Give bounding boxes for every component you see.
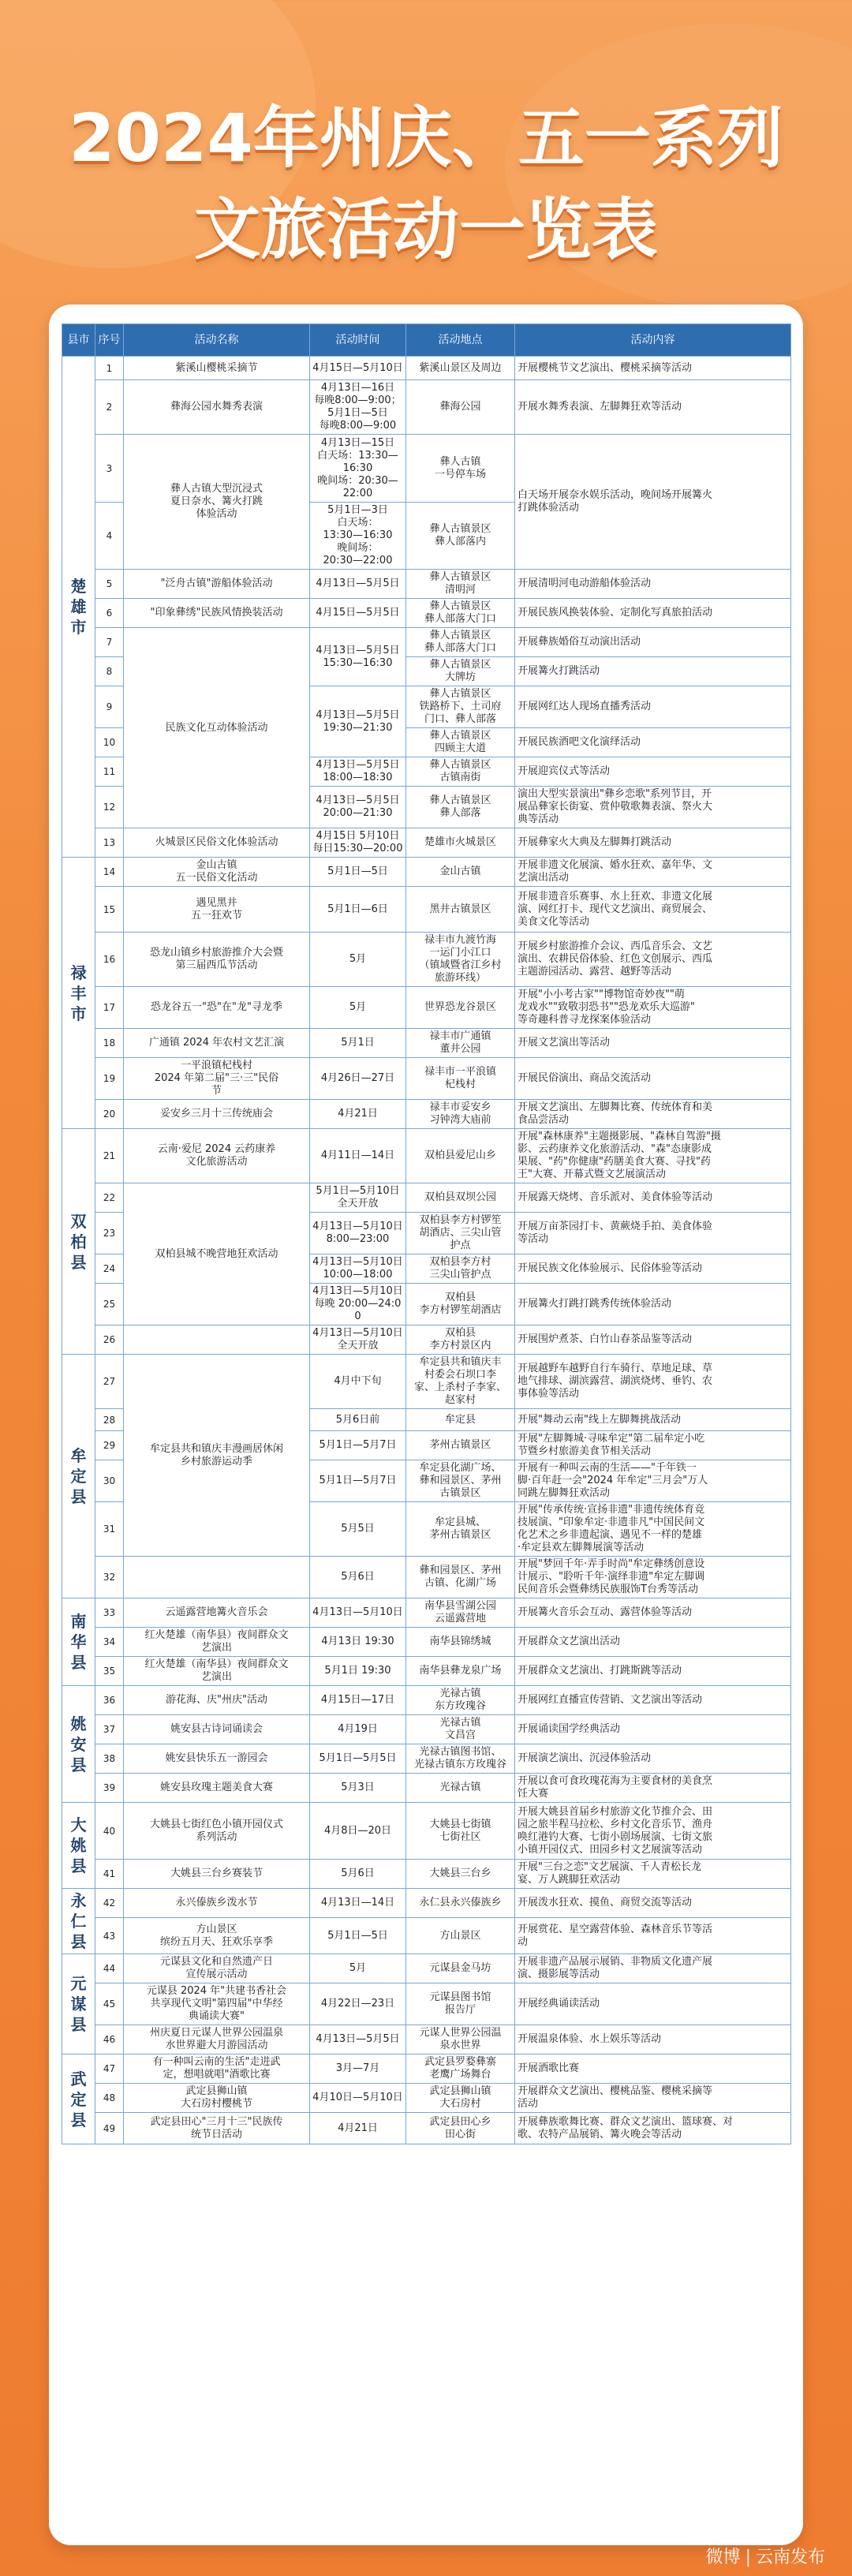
table-row [62,2113,791,2144]
content-cell: 开展篝火音乐会互动、露营体验等活动 [515,1598,791,1628]
header-city: 县市 [62,324,95,357]
page-title-line-2: 文旅活动一览表 [193,191,658,268]
table-row [62,628,791,657]
no-cell: 16 [95,933,124,987]
no-cell: 17 [95,987,124,1029]
time-cell: 4月13日—5月5日 15:30—16:30 [310,628,406,686]
time-cell: 5月1日—5日 [310,1918,406,1954]
time-cell: 5月1日—5月7日 [310,1431,406,1460]
table-row [62,828,791,858]
content-cell: 开展文艺演出、左脚舞比赛、传统体育和美 食品尝活动 [515,1100,791,1129]
name-cell: 大姚县七街红色小镇开园仪式 系列活动 [124,1803,310,1860]
place-cell: 永仁县永兴傣族乡 [406,1889,515,1918]
place-cell: 双柏县双坝公园 [406,1183,515,1213]
place-cell: 禄丰市广通镇 董井公园 [406,1029,515,1058]
place-cell: 彝和园景区、茅州 古镇、化湖广场 [406,1557,515,1598]
table-row [62,887,791,933]
name-cell: 一平浪镇杞栈村 2024 年第二届"三·三"民俗 节 [124,1058,310,1100]
time-cell: 4月13日—5月5日 19:30—21:30 [310,686,406,757]
place-cell: 牟定县 [406,1409,515,1431]
content-cell: 开展大姚县首届乡村旅游文化节推介会、田 园之旅半程马拉松、乡村文化音乐节、渔舟 唤红港钓大赛、七街小剧场展演、七街文旅 小镇开园仪式、田园乡村文艺展演等活动 [515,1803,791,1860]
name-cell: "泛舟古镇"游船体验活动 [124,570,310,599]
table-row [62,1889,791,1918]
content-cell: 开展越野车越野自行车骑行、草地足球、草 地气排球、湖滨露营、湖滨烧烤、垂钓、农 事体验等活动 [515,1355,791,1409]
content-cell: 开展彝族歌舞比赛、群众文艺演出、篮球赛、对 歌、农特产品展销、篝火晚会等活动 [515,2113,791,2144]
table-row [62,1129,791,1183]
no-cell: 46 [95,2025,124,2054]
content-cell: 开展诵读国学经典活动 [515,1715,791,1744]
no-cell: 1 [95,357,124,380]
time-cell: 5月 [310,933,406,987]
table-row [62,2084,791,2113]
no-cell: 44 [95,1954,124,1983]
time-cell: 4月8日—20日 [310,1803,406,1860]
place-cell: 大姚县七街镇 七街社区 [406,1803,515,1860]
name-cell: 元谋县 2024 年"共建书香社会 共享现代文明"第四届"中华经 典诵读大赛" [124,1983,310,2025]
place-cell: 彝人古镇景区 彝人部落 [406,787,515,828]
place-cell: 金山古镇 [406,858,515,887]
name-cell: 方山景区 缤纷五月天、狂欢乐享季 [124,1918,310,1954]
place-cell: 彝人古镇景区 古镇南街 [406,757,515,787]
time-cell: 4月13日—5月5日 20:00—21:30 [310,787,406,828]
name-cell: 彝海公园水舞秀表演 [124,380,310,435]
time-cell: 4月13日—5月10日 10:00—18:00 [310,1254,406,1284]
place-cell: 禄丰市一平浪镇 杞栈村 [406,1058,515,1100]
place-cell: 楚雄市火城景区 [406,828,515,858]
time-cell: 5月 [310,1954,406,1983]
name-cell: 金山古镇 五一民俗文化活动 [124,858,310,887]
content-cell: 开展樱桃节文艺演出、樱桃采摘等活动 [515,357,791,380]
no-cell: 24 [95,1254,124,1284]
time-cell: 5月1日—5月7日 [310,1460,406,1502]
time-cell: 5月1日—3日 白天场： 13:30—16:30 晚间场： 20:30—22:00 [310,503,406,570]
table-row [62,1715,791,1744]
name-cell: 州庆夏日元谋人世界公园温泉 水世界避大月游园活动 [124,2025,310,2054]
table-row [62,1686,791,1715]
no-cell: 48 [95,2084,124,2113]
no-cell: 40 [95,1803,124,1860]
time-cell: 4月13日—15日 白天场：13:30— 16:30 晚间场：20:30— 22:00 [310,435,406,503]
no-cell: 38 [95,1744,124,1774]
header-content: 活动内容 [515,324,791,357]
time-cell: 5月6日 [310,1860,406,1889]
content-cell: 开展民族文化体验展示、民俗体验等活动 [515,1254,791,1284]
content-cell: 开展群众文艺演出、樱桃品鉴、樱桃采摘等 活动 [515,2084,791,2113]
content-cell: 开展水舞秀表演、左脚舞狂欢等活动 [515,380,791,435]
city-cell: 武 定 县 [62,2054,95,2144]
table-row [62,1058,791,1100]
no-cell: 30 [95,1460,124,1502]
no-cell: 47 [95,2054,124,2084]
content-cell: 开展"小小考古家""博物馆奇妙夜""萌 龙戏水""致敬羽恐书""恐龙欢乐大巡游" 等奇趣科普寻龙探案体验活动 [515,987,791,1029]
no-cell: 49 [95,2113,124,2144]
time-cell: 4月13日—5月10日 8:00—23:00 [310,1213,406,1254]
name-cell: 彝人古镇大型沉浸式 夏日奈水、篝火打跳 体验活动 [124,435,310,570]
no-cell: 13 [95,828,124,858]
table-row [62,1183,791,1213]
content-cell: 开展赏花、星空露营体验、森林音乐节等活 动 [515,1918,791,1954]
place-cell: 彝人古镇景区 彝人部落内 [406,503,515,570]
content-cell: 开展"森林康养"主题摄影展、"森林自驾游"摄 影、云药康养文化旅游活动、"森"态康影成 果展、"药"你健康"药膳美食大赛、寻找"药 王"大赛、开幕式暨文艺展演活动 [515,1129,791,1183]
place-cell: 禄丰市九渡竹海 一运门小江口 （镇域暨省江乡村 旅游环线） [406,933,515,987]
table-row [62,1598,791,1628]
table-row [62,1918,791,1954]
place-cell: 彝人古镇 一号停车场 [406,435,515,503]
name-cell: 永兴傣族乡泼水节 [124,1889,310,1918]
name-cell: 双柏县城不晚营地狂欢活动 [124,1183,310,1325]
content-cell: 开展温泉体验、水上娱乐等活动 [515,2025,791,2054]
table-row [62,858,791,887]
table-row [62,933,791,987]
table-row [62,987,791,1029]
content-cell: 开展"梦回千年·弄手时尚"牟定彝绣创意设 计展示、"聆听千年·演绎非遗"牟定左脚调 民间音乐会暨彝绣民族服饰T台秀等活动 [515,1557,791,1598]
place-cell: 双柏县李方村锣笙 胡酒店、三尖山管 护点 [406,1213,515,1254]
content-cell: 白天场开展奈水娱乐活动，晚间场开展篝火 打跳体验活动 [515,435,791,570]
no-cell: 35 [95,1657,124,1686]
name-cell: 火城景区民俗文化体验活动 [124,828,310,858]
table-row [62,1557,791,1598]
no-cell: 43 [95,1918,124,1954]
city-cell: 南 华 县 [62,1598,95,1686]
time-cell: 4月15日—17日 [310,1686,406,1715]
time-cell: 4月15日 5月10日 每日15:30—20:00 [310,828,406,858]
city-cell: 元 谋 县 [62,1954,95,2054]
no-cell: 6 [95,599,124,628]
content-cell: 开展网红达人现场直播秀活动 [515,686,791,728]
place-cell: 南华县雪湖公园 云遥露营地 [406,1598,515,1628]
table-row [62,2054,791,2084]
platform-label: 微博 [705,2548,741,2567]
place-cell: 南华县彝龙泉广场 [406,1657,515,1686]
place-cell: 南华县锦绣城 [406,1628,515,1657]
city-cell: 禄 丰 市 [62,858,95,1129]
content-cell: 开展乡村旅游推介会议、西瓜音乐会、文艺 演出、农耕民俗体验、红色文创展示、西瓜 主题游园活动、露营、越野等活动 [515,933,791,987]
time-cell: 4月21日 [310,1100,406,1129]
no-cell: 22 [95,1183,124,1213]
time-cell: 5月 [310,987,406,1029]
place-cell: 双柏县 李方村景区内 [406,1325,515,1355]
no-cell: 2 [95,380,124,435]
place-cell: 禄丰市妥安乡 习钟湾大庙前 [406,1100,515,1129]
no-cell: 29 [95,1431,124,1460]
time-cell: 5月6日前 [310,1409,406,1431]
time-cell: 4月13日—5月5日 18:00—18:30 [310,757,406,787]
place-cell: 茅州古镇景区 [406,1431,515,1460]
name-cell [124,1557,310,1598]
place-cell: 光禄古镇 [406,1774,515,1803]
content-cell: 开展非遗产品展示展销、非物质文化遗产展 演、摄影展等活动 [515,1954,791,1983]
no-cell: 8 [95,657,124,686]
table-row [62,380,791,435]
city-cell: 楚 雄 市 [62,357,95,858]
time-cell: 4月13日—16日 每晚8:00—9:00； 5月1日—5日 每晚8:00—9:00 [310,380,406,435]
content-cell: 开展露天烧烤、音乐派对、美食体验等活动 [515,1183,791,1213]
content-cell: 开展群众文艺演出、打跳斯跳等活动 [515,1657,791,1686]
place-cell: 大姚县三台乡 [406,1860,515,1889]
place-cell: 双柏县 李方村锣笙胡酒店 [406,1284,515,1325]
time-cell: 4月19日 [310,1715,406,1744]
no-cell: 26 [95,1325,124,1355]
content-cell: 开展非遗音乐赛事、水上狂欢、非遗文化展 演、网红打卡、现代文艺演出、商贸展会、 美食文化等活动 [515,887,791,933]
time-cell: 4月13日 19:30 [310,1628,406,1657]
time-cell: 5月1日—5月5日 [310,1744,406,1774]
place-cell: 元谋人世界公园温 泉水世界 [406,2025,515,2054]
no-cell: 27 [95,1355,124,1409]
name-cell: 红火楚雄（南华县）夜间群众文 艺演出 [124,1628,310,1657]
time-cell: 4月15日—5月10日 [310,357,406,380]
no-cell: 20 [95,1100,124,1129]
no-cell: 21 [95,1129,124,1183]
place-cell: 元谋县图书馆 报告厅 [406,1983,515,2025]
time-cell: 3月—7月 [310,2054,406,2084]
time-cell: 5月1日 19:30 [310,1657,406,1686]
no-cell: 9 [95,686,124,728]
place-cell: 彝人古镇景区 大牌坊 [406,657,515,686]
name-cell: 紫溪山樱桃采摘节 [124,357,310,380]
content-cell: 开展群众文艺演出活动 [515,1628,791,1657]
time-cell: 4月13日—5月10日 [310,1598,406,1628]
page-title-line-1: 2024年州庆、五一系列 [69,99,783,177]
content-cell: 开展彝家火大典及左脚舞打跳活动 [515,828,791,858]
no-cell: 4 [95,503,124,570]
place-cell: 紫溪山景区及周边 [406,357,515,380]
no-cell: 5 [95,570,124,599]
place-cell: 牟定县共和镇庆丰 村委会石坝口李 家、上杀村子李家、 赵家村 [406,1355,515,1409]
no-cell: 10 [95,728,124,757]
place-cell: 世界恐龙谷景区 [406,987,515,1029]
no-cell: 15 [95,887,124,933]
content-cell: 开展迎宾仪式等活动 [515,757,791,787]
place-cell: 牟定县化湖广场、 彝和园景区、茅州 古镇景区 [406,1460,515,1502]
source-label: 云南发布 [755,2548,825,2567]
no-cell: 36 [95,1686,124,1715]
place-cell: 彝海公园 [406,380,515,435]
no-cell: 25 [95,1284,124,1325]
city-cell: 永 仁 县 [62,1889,95,1954]
name-cell: 恐龙山镇乡村旅游推介大会暨 第三届西瓜节活动 [124,933,310,987]
content-cell: 开展以食可食玫瑰花海为主要食材的美食烹 饪大赛 [515,1774,791,1803]
place-cell: 彝人古镇景区 彝人部落大门口 [406,599,515,628]
header-no: 序号 [95,324,124,357]
no-cell: 19 [95,1058,124,1100]
table-row [62,1325,791,1355]
table-row [62,357,791,380]
no-cell: 7 [95,628,124,657]
place-cell: 双柏县李方村 三尖山管护点 [406,1254,515,1284]
table-row [62,2025,791,2054]
no-cell: 39 [95,1774,124,1803]
name-cell: 云南·爱尼 2024 云药康养 文化旅游活动 [124,1129,310,1183]
place-cell: 双柏县爱尼山乡 [406,1129,515,1183]
table-row [62,1628,791,1657]
no-cell: 42 [95,1889,124,1918]
time-cell: 4月11日—14日 [310,1129,406,1183]
time-cell: 4月13日—5月10日 全天开放 [310,1325,406,1355]
name-cell: 广通镇 2024 年农村文艺汇演 [124,1029,310,1058]
name-cell: 恐龙谷五一"恐"在"龙"寻龙季 [124,987,310,1029]
table-row [62,1983,791,2025]
table-body [62,357,791,2144]
name-cell: 姚安县玫瑰主题美食大赛 [124,1774,310,1803]
name-cell: 武定县田心"三月十三"民族传 统节日活动 [124,2113,310,2144]
name-cell: 武定县狮山镇 大石房村樱桃节 [124,2084,310,2113]
no-cell: 18 [95,1029,124,1058]
no-cell: 45 [95,1983,124,2025]
content-cell: 开展演艺演出、沉浸体验活动 [515,1744,791,1774]
no-cell: 3 [95,435,124,503]
place-cell: 彝人古镇景区 彝人部落大门口 [406,628,515,657]
city-cell: 姚 安 县 [62,1686,95,1803]
place-cell: 元谋县金马坊 [406,1954,515,1983]
content-cell: 开展"左脚舞城·寻味牟定"第二届牟定小吃 节暨乡村旅游美食节相关活动 [515,1431,791,1460]
name-cell: 大姚县三台乡赛装节 [124,1860,310,1889]
place-cell: 光禄古镇 东方玫瑰谷 [406,1686,515,1715]
time-cell: 5月5日 [310,1502,406,1557]
place-cell: 彝人古镇景区 四顾主大道 [406,728,515,757]
no-cell: 23 [95,1213,124,1254]
name-cell: 游花海、庆"州庆"活动 [124,1686,310,1715]
table-row [62,1744,791,1774]
name-cell: 牟定县共和镇庆丰漫画居休闲 乡村旅游运动季 [124,1355,310,1557]
name-cell: 遇见黑井 五一狂欢节 [124,887,310,933]
header-name: 活动名称 [124,324,310,357]
no-cell: 32 [95,1557,124,1598]
content-cell: 开展围炉煮茶、白竹山春茶品鉴等活动 [515,1325,791,1355]
source-footer [706,2544,825,2568]
table-row [62,435,791,503]
table-row [62,599,791,628]
time-cell: 4月中下旬 [310,1355,406,1409]
name-cell [124,1325,310,1355]
name-cell: 红火楚雄（南华县）夜间群众文 艺演出 [124,1657,310,1686]
place-cell: 方山景区 [406,1918,515,1954]
time-cell: 5月1日—5日 [310,858,406,887]
time-cell: 4月26日—27日 [310,1058,406,1100]
time-cell: 5月3日 [310,1774,406,1803]
table-row [62,1657,791,1686]
place-cell: 黑井古镇景区 [406,887,515,933]
content-cell: 演出大型实景演出"彝乡恋歌"系列节目，开 展品彝家长街宴、赏仲敬歌舞表演、祭火大 典等活动 [515,787,791,828]
header-place: 活动地点 [406,324,515,357]
content-cell: 开展万亩茶园打卡、黄蕨烧手拍、美食体验 等活动 [515,1213,791,1254]
place-cell: 武定县狮山镇 大石房村 [406,2084,515,2113]
time-cell: 4月13日—5月10日 每晚 20:00—24:00 [310,1284,406,1325]
no-cell: 31 [95,1502,124,1557]
table-row [62,1860,791,1889]
time-cell: 5月1日—6日 [310,887,406,933]
table-row [62,1774,791,1803]
content-cell: 开展"舞动云南"线上左脚舞挑战活动 [515,1409,791,1431]
table-row [62,1029,791,1058]
name-cell: 妥安乡三月十三传统庙会 [124,1100,310,1129]
content-cell: 开展网红直播宣传营销、文艺演出等活动 [515,1686,791,1715]
table-row [62,1355,791,1409]
time-cell: 5月1日 [310,1029,406,1058]
time-cell: 4月13日—5月5日 [310,2025,406,2054]
content-cell: 开展"三台之恋"文艺展演、千人青松长龙 宴、万人跳脚狂欢活动 [515,1860,791,1889]
content-cell: 开展篝火打跳打跳秀传统体验活动 [515,1284,791,1325]
no-cell: 33 [95,1598,124,1628]
footer-separator: | [745,2548,751,2567]
place-cell: 牟定县城、 茅州古镇景区 [406,1502,515,1557]
content-cell: 开展彝族婚俗互动演出活动 [515,628,791,657]
city-cell: 双 柏 县 [62,1129,95,1355]
place-cell: 彝人古镇景区 铁路桥下、土司府 门口、彝人部落 [406,686,515,728]
content-cell: 开展"传承传统·宣扬非遗"非遗传统体育竞 技展演、"印象牟定·非遗非凡"中国民间文 化艺术之乡非遗起演、遇见不一样的楚雄 ·牟定县欢左脚舞展演等活动 [515,1502,791,1557]
no-cell: 37 [95,1715,124,1744]
name-cell: 民族文化互动体验活动 [124,628,310,828]
content-cell: 开展文艺演出等活动 [515,1029,791,1058]
name-cell: 有一种叫云南的生活"走进武 定，想唱就唱"酒歌比赛 [124,2054,310,2084]
no-cell: 12 [95,787,124,828]
content-cell: 开展清明河电动游船体验活动 [515,570,791,599]
table-row [62,1954,791,1983]
content-cell: 开展泼水狂欢、摸鱼、商贸交流等活动 [515,1889,791,1918]
content-cell: 开展非遗文化展演、婚水狂欢、嘉年华、文 艺演出活动 [515,858,791,887]
time-cell: 4月13日—5月5日 [310,570,406,599]
name-cell: 姚安县古诗词诵读会 [124,1715,310,1744]
table-header-row [62,324,791,357]
place-cell: 光禄古镇图书馆、 光禄古镇东方玫瑰谷 [406,1744,515,1774]
content-cell: 开展民族酒吧文化演绎活动 [515,728,791,757]
activity-table [62,323,791,2144]
place-cell: 武定县罗婺彝寨 老鹰广场舞台 [406,2054,515,2084]
time-cell: 4月21日 [310,2113,406,2144]
time-cell: 4月15日—5月5日 [310,599,406,628]
name-cell: 云遥露营地篝火音乐会 [124,1598,310,1628]
place-cell: 武定县田心乡 田心街 [406,2113,515,2144]
name-cell: "印象彝绣"民族风情换装活动 [124,599,310,628]
name-cell: 元谋县文化和自然遗产日 宣传展示活动 [124,1954,310,1983]
time-cell: 4月10日—5月10日 [310,2084,406,2113]
table-row [62,1100,791,1129]
no-cell: 28 [95,1409,124,1431]
table-row [62,1803,791,1860]
name-cell: 姚安县快乐五一游园会 [124,1744,310,1774]
content-cell: 开展经典诵读活动 [515,1983,791,2025]
content-cell: 开展民俗演出、商品交流活动 [515,1058,791,1100]
no-cell: 34 [95,1628,124,1657]
content-cell: 开展篝火打跳活动 [515,657,791,686]
content-cell: 开展民族风换装体验、定制化写真旅拍活动 [515,599,791,628]
time-cell: 4月13日—14日 [310,1889,406,1918]
time-cell: 5月1日—5月10日 全天开放 [310,1183,406,1213]
city-cell: 牟 定 县 [62,1355,95,1598]
time-cell: 5月6日 [310,1557,406,1598]
place-cell: 光禄古镇 文昌宫 [406,1715,515,1744]
content-cell: 开展酒歌比赛 [515,2054,791,2084]
place-cell: 彝人古镇景区 清明河 [406,570,515,599]
no-cell: 11 [95,757,124,787]
no-cell: 14 [95,858,124,887]
time-cell: 4月22日—23日 [310,1983,406,2025]
no-cell: 41 [95,1860,124,1889]
table-row [62,570,791,599]
city-cell: 大 姚 县 [62,1803,95,1889]
content-cell: 开展有一种叫云南的生活——"千年铁一 脚·百年赶一会"2024 年牟定"三月会"万人 同跳左脚舞狂欢活动 [515,1460,791,1502]
header-time: 活动时间 [310,324,406,357]
